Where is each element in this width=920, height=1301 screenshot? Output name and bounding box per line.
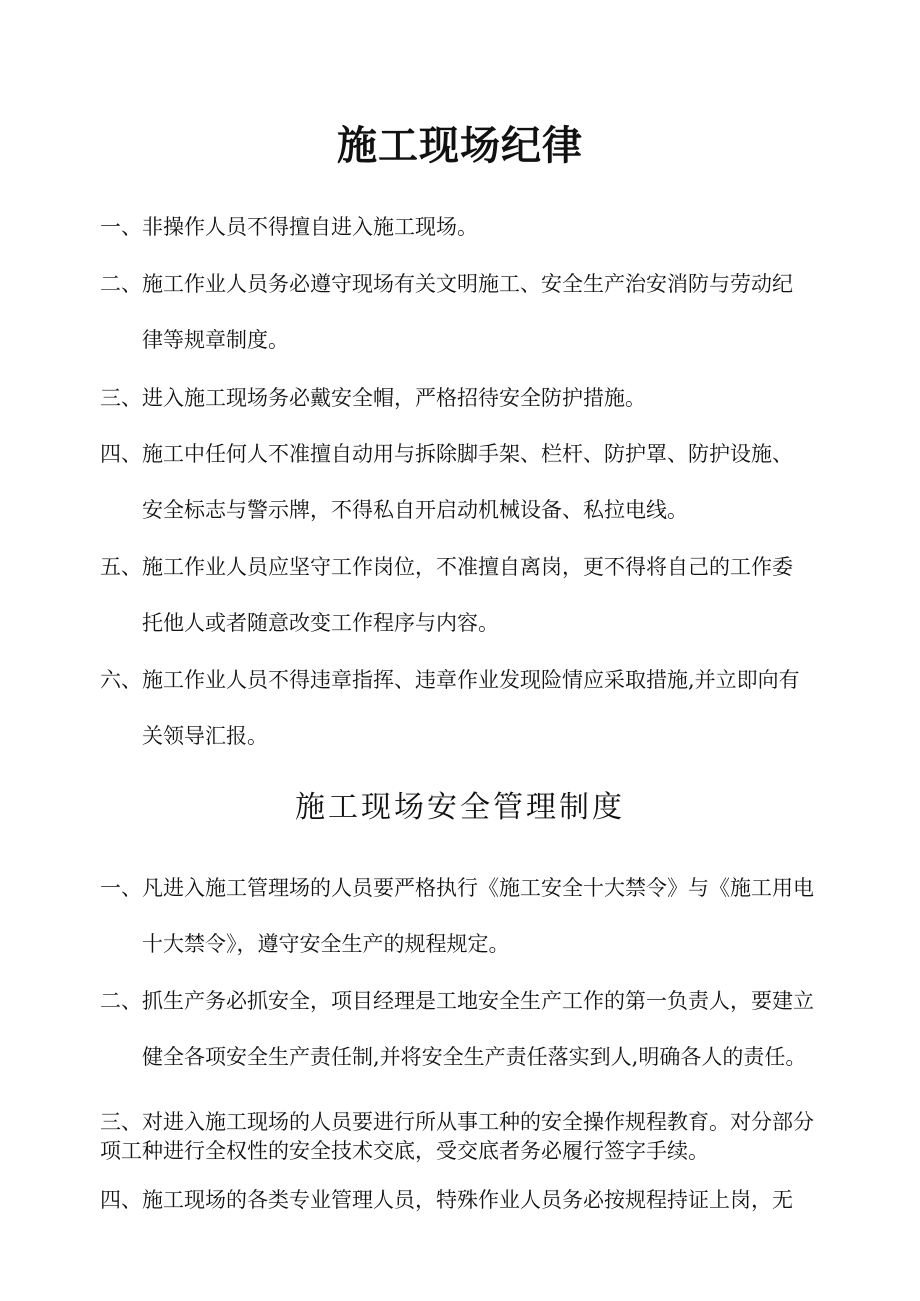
item-text-continued: 健全各项安全生产责任制,并将安全生产责任落实到人,明确各人的责任。 xyxy=(142,1045,807,1069)
item-text-continued: 项工种进行全权性的安全技术交底，受交底者务必履行签字手续。 xyxy=(100,1139,709,1163)
item-text: 进入施工现场务必戴安全帽，严格招待安全防护措施。 xyxy=(142,386,646,410)
safety-item-2 xyxy=(100,973,840,1085)
item-number: 六、 xyxy=(100,668,142,692)
item-number: 四、 xyxy=(100,442,142,466)
item-number: 四、 xyxy=(100,1188,142,1212)
item-number: 五、 xyxy=(100,555,142,579)
item-number: 三、 xyxy=(100,386,142,410)
item-text: 施工中任何人不准擅自动用与拆除脚手架、栏杆、防护罩、防护设施、 xyxy=(142,442,793,466)
safety-item-4 xyxy=(100,1172,840,1228)
item-text-continued: 安全标志与警示牌，不得私自开启动机械设备、私拉电线。 xyxy=(142,498,688,522)
safety-item-3 xyxy=(100,1108,840,1166)
item-text-continued: 十大禁令》，遵守安全生产的规程规定。 xyxy=(142,932,510,956)
item-text: 凡进入施工管理场的人员要严格执行《施工安全十大禁令》与《施工用电 xyxy=(142,876,814,900)
item-number: 一、 xyxy=(100,215,142,239)
discipline-item-6 xyxy=(100,652,840,764)
item-text: 抓生产务必抓安全，项目经理是工地安全生产工作的第一负责人，要建立 xyxy=(142,989,814,1013)
item-number: 二、 xyxy=(100,272,142,296)
discipline-item-4 xyxy=(100,426,840,538)
item-text: 非操作人员不得擅自进入施工现场。 xyxy=(142,215,478,239)
item-text: 施工作业人员务必遵守现场有关文明施工、安全生产治安消防与劳动纪 xyxy=(142,272,793,296)
discipline-item-2 xyxy=(100,256,840,368)
item-text: 施工现场的各类专业管理人员，特殊作业人员务必按规程持证上岗，无 xyxy=(142,1188,793,1212)
item-text-continued: 关领导汇报。 xyxy=(142,724,268,748)
item-number: 二、 xyxy=(100,989,142,1013)
discipline-item-3 xyxy=(100,370,840,426)
item-text-continued: 托他人或者随意改变工作程序与内容。 xyxy=(142,611,499,635)
item-text-continued: 律等规章制度。 xyxy=(142,328,289,352)
safety-item-1 xyxy=(100,860,840,972)
section-title-safety-management: 施工现场安全管理制度 xyxy=(295,790,625,825)
discipline-item-5 xyxy=(100,539,840,651)
item-text: 施工作业人员应坚守工作岗位，不准擅自离岗，更不得将自己的工作委 xyxy=(142,555,793,579)
item-text: 施工作业人员不得违章指挥、违章作业发现险情应采取措施,并立即向有 xyxy=(142,668,800,692)
item-text: 三、对进入施工现场的人员要进行所从事工种的安全操作规程教育。对分部分 xyxy=(100,1110,814,1134)
discipline-item-1 xyxy=(100,199,840,255)
item-number: 一、 xyxy=(100,876,142,900)
page-title-discipline: 施工现场纪律 xyxy=(337,123,583,169)
